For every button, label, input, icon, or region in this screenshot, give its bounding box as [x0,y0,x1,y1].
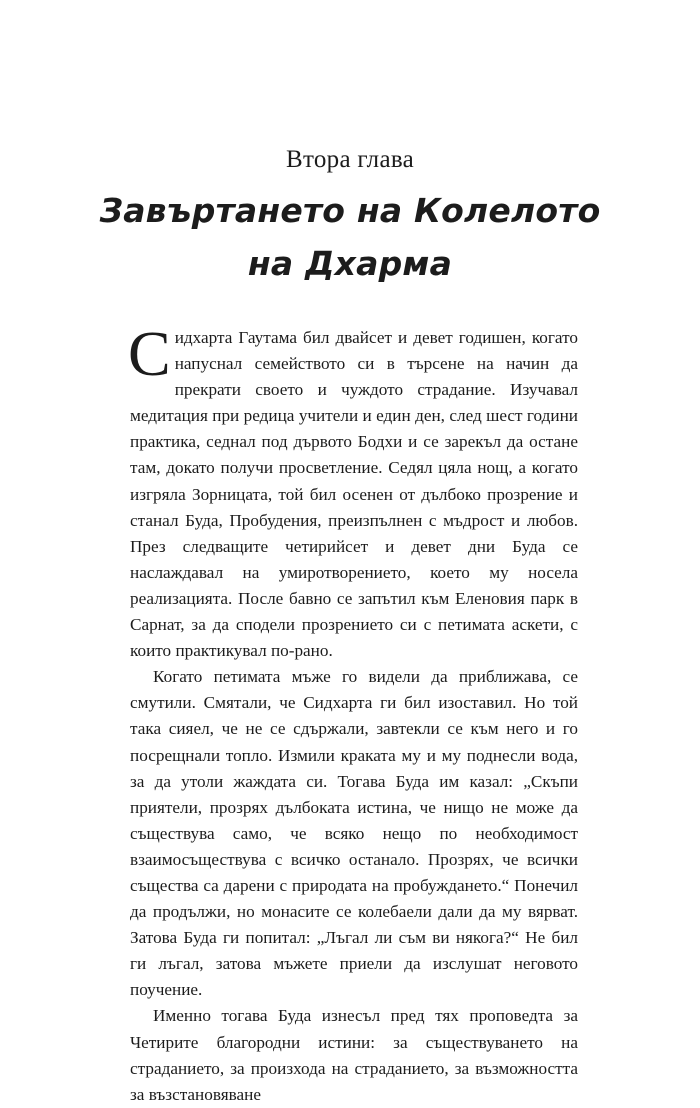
paragraph-1-text: идхарта Гаутама бил двайсет и девет годишен, когато напуснал семейството си в търсене на начин да прекрати своето и чуждото страдание. Изучавал медитация при редица учители и един ден, след шест години практика, седнал под дървото Бодхи и се зарекъл да остане там, докато получи просветление. Седял цяла нощ, а когато изгряла Зорницата, той бил осенен от дълбоко прозрение и станал Буда, Пробудения, преизпълнен с мъдрост и любов. През следващите четирийсет и девет дни Буда се наслаждавал на умиротворението, което му носела реализацията. После бавно се запътил към Еленовия парк в Сарнат, за да сподели прозрението си с петимата аскети, с които практикувал по-рано. [130,328,578,661]
chapter-title-line-2: на Дхарма [247,244,453,283]
chapter-title-line-1: Завъртането на Колелото [99,191,601,230]
chapter-title [0,184,700,290]
body-text [128,318,578,1108]
drop-cap: С [128,318,171,389]
paragraph-2: Когато петимата мъже го видели да приближава, се смутили. Смятали, че Сидхарта ги бил изоставил. Но той така сияел, че не се сдържали, завтекли се към него и го посрещнали топло. Измили краката му и му поднесли вода, за да утоли жаждата си. Тогава Буда им казал: „Скъпи приятели, прозрях дълбоката истина, че нищо не може да съществува само, че всяко нещо по необходимост взаимосъществува с всичко останало. Прозрях, че всички същества са дарени с природата на пробуждането.“ Понечил да продължи, но монасите се колебаели дали да му вярват. Затова Буда ги попитал: „Лъгал ли съм ви някога?“ Не бил ги лъгал, затова мъжете приели да изслушат неговото поучение. [130,667,578,1000]
paragraph-1 [128,318,578,664]
chapter-label: Втора глава [285,146,415,173]
paragraph-3: Именно тогава Буда изнесъл пред тях проповедта за Четирите благородни истини: за съществуването на страданието, за произхода на страданието, за възможността за възстановяване [130,1006,578,1104]
